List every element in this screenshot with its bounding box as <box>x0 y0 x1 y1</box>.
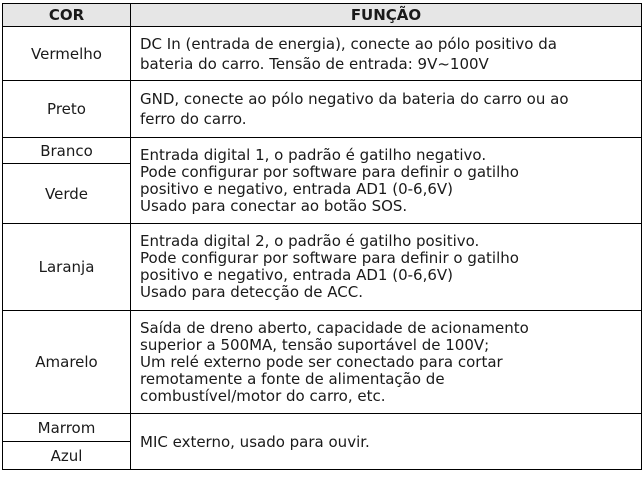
function-amarelo <box>131 311 642 414</box>
color-branco: Branco <box>3 138 131 164</box>
function-preto <box>131 81 642 138</box>
text-line: GND, conecte ao pólo negativo da bateria do carro ou ao <box>140 90 569 108</box>
color-amarelo: Amarelo <box>3 311 131 414</box>
header-color: COR <box>3 4 131 27</box>
text-line: positivo e negativo, entrada AD1 (0-6,6V) <box>140 179 453 198</box>
text-line: Saída de dreno aberto, capacidade de acionamento <box>140 318 529 337</box>
row-marrom <box>3 414 642 442</box>
text-line: remotamente a fonte de alimentação de <box>140 369 445 388</box>
color-vermelho: Vermelho <box>3 27 131 81</box>
function-laranja <box>131 224 642 311</box>
header-function: FUNÇÃO <box>131 4 642 27</box>
text-line: Entrada digital 1, o padrão é gatilho negativo. <box>140 145 487 164</box>
text-line: Usado para detecção de ACC. <box>140 283 364 301</box>
color-azul: Azul <box>3 442 131 470</box>
color-preto: Preto <box>3 81 131 138</box>
text-line: positivo e negativo, entrada AD1 (0-6,6V) <box>140 266 453 284</box>
text-line: ferro do carro. <box>140 110 247 128</box>
text-line: combustível/motor do carro, etc. <box>140 386 386 405</box>
row-laranja <box>3 224 642 311</box>
text-line: bateria do carro. Tensão de entrada: 9V~100V <box>140 54 489 73</box>
text-line: Pode configurar por software para definir o gatilho <box>140 162 519 181</box>
row-branco <box>3 138 642 164</box>
text-line: Um relé externo pode ser conectado para cortar <box>140 352 503 371</box>
text-line: MIC externo, usado para ouvir. <box>140 432 370 451</box>
function-vermelho <box>131 27 642 81</box>
text-line: DC In (entrada de energia), conecte ao pólo positivo da <box>140 34 557 53</box>
header-row <box>3 4 642 27</box>
color-laranja: Laranja <box>3 224 131 311</box>
wire-color-table <box>2 3 642 470</box>
color-marrom: Marrom <box>3 414 131 442</box>
text-line: Usado para conectar ao botão SOS. <box>140 196 408 215</box>
text-line: Pode configurar por software para definir o gatilho <box>140 249 519 267</box>
text-line: Entrada digital 2, o padrão é gatilho positivo. <box>140 232 480 250</box>
text-line: superior a 500MA, tensão suportável de 100V; <box>140 335 490 354</box>
row-amarelo <box>3 311 642 414</box>
row-preto <box>3 81 642 138</box>
color-verde: Verde <box>3 164 131 224</box>
function-marrom-azul <box>131 414 642 470</box>
function-branco-verde <box>131 138 642 224</box>
row-vermelho <box>3 27 642 81</box>
